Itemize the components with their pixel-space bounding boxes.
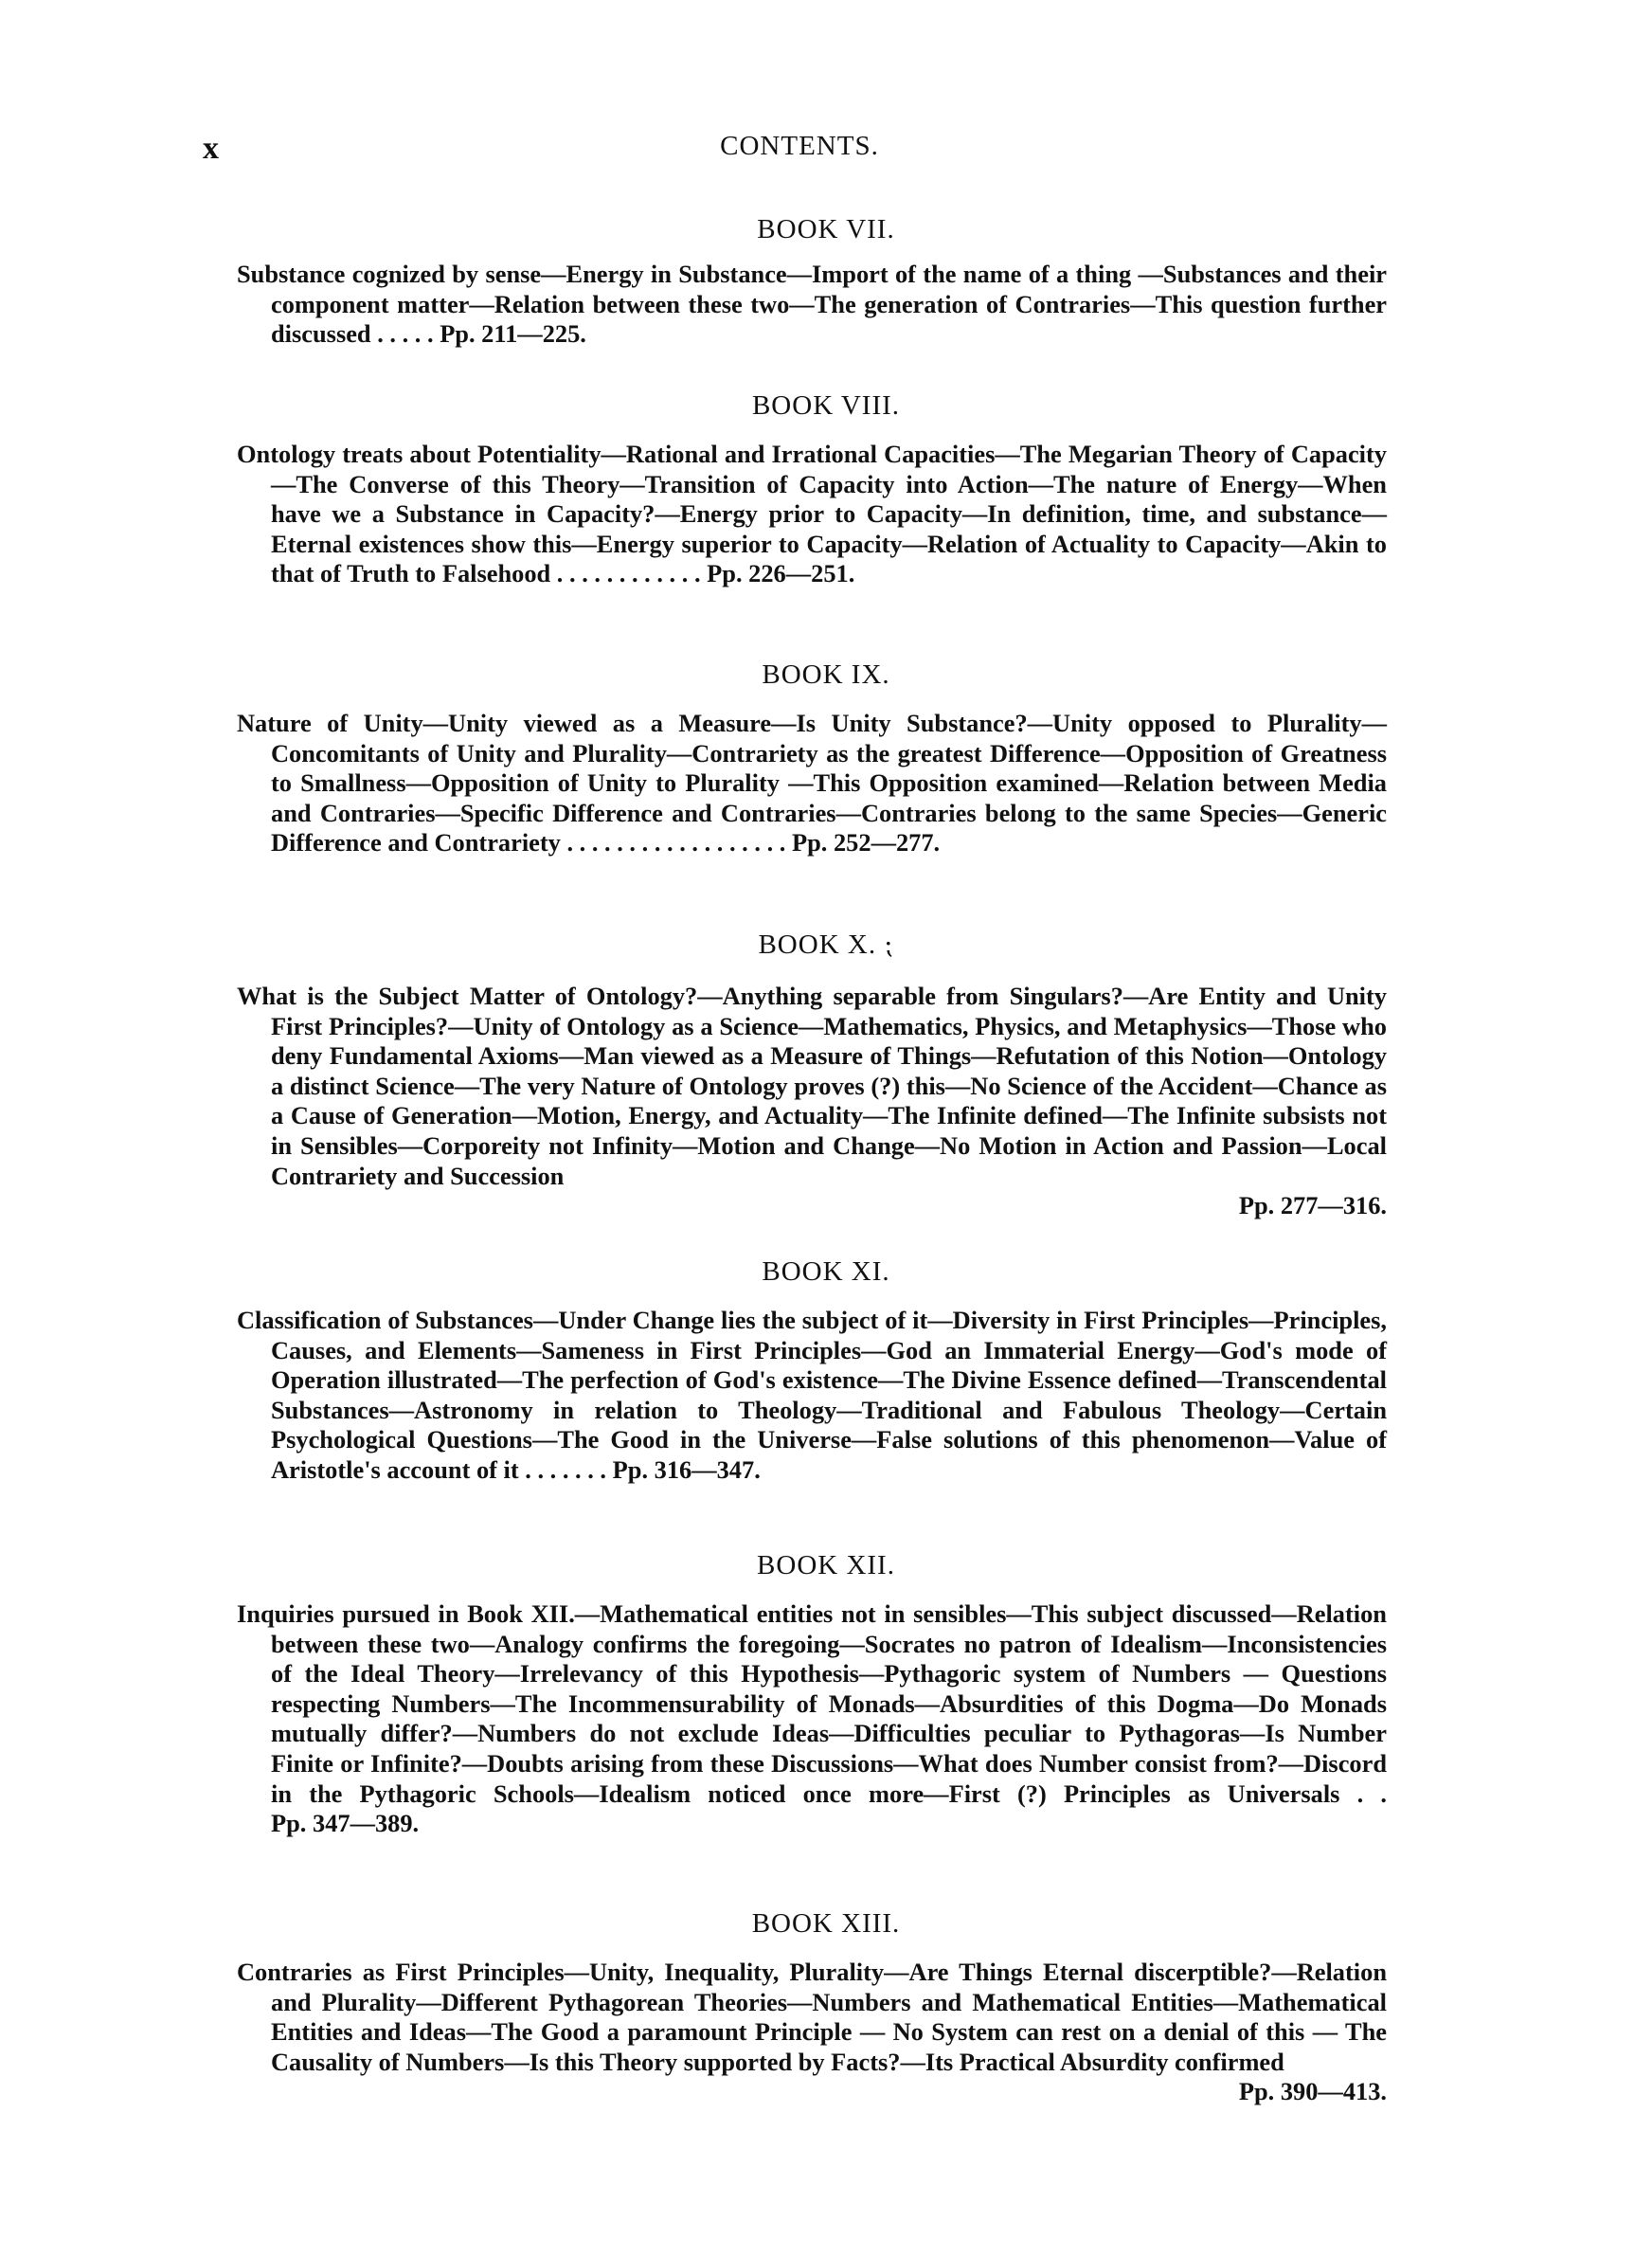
synopsis-text: Substance cognized by sense—Energy in Substance—Import of the name of a thing —Substances and their component matter—Relation between these two—The generation of Contraries—This question further discussed . . . . .	[237, 260, 1387, 349]
book-synopsis	[237, 1958, 1387, 2107]
running-title: CONTENTS.	[720, 131, 879, 161]
book-title-row	[0, 929, 1652, 961]
book-synopsis	[237, 260, 1387, 350]
synopsis-text: Ontology treats about Potentiality—Rational and Irrational Capacities—The Megarian Theory of Capacity—The Converse of this Theory—Transition of Capacity into Action—The nature of Energy—When have we a Substance in Capacity?—Energy prior to Capacity—In definition, time, and substance—Eternal existences show this—Energy superior to Capacity—Relation of Actuality to Capacity—Akin to that of Truth to Falsehood . . . . . . . . . . . .	[237, 440, 1387, 588]
page-range: Pp. 390—413.	[1238, 2077, 1387, 2106]
synopsis-text: Nature of Unity—Unity viewed as a Measure—Is Unity Substance?—Unity opposed to Plurality—Concomitants of Unity and Plurality—Contrariety as the greatest Difference—Opposition of Greatness to Smallness—Opposition of Unity to Plurality —This Opposition examined—Relation between Media and Contraries—Specific Difference and Contraries—Contraries belong to the same Species—Generic Difference and Contrariety . . . . . . . . . . . . . . . . . .	[237, 709, 1387, 858]
page-range: Pp. 211—225.	[440, 319, 586, 349]
page-range: Pp. 226—251.	[707, 559, 855, 588]
book-title: BOOK XIII.	[751, 1908, 901, 1939]
stray-mark: ⁏	[884, 930, 894, 960]
book-synopsis	[237, 1306, 1387, 1486]
synopsis-text: What is the Subject Matter of Ontology?—Anything separable from Singulars?—Are Entity and Unity First Principles?—Unity of Ontology as a Science—Mathematics, Physics, and Metaphysics—Those who deny Fundamental Axioms—Man viewed as a Measure of Things—Refutation of this Notion—Ontology a distinct Science—The very Nature of Ontology proves (?) this—No Science of the Accident—Chance as a Cause of Generation—Motion, Energy, and Actuality—The Infinite defined—The Infinite subsists not in Sensibles—Corporeity not Infinity—Motion and Change—No Motion in Action and Passion—Local Contrariety and Succession	[237, 982, 1387, 1190]
page-range: Pp. 316—347.	[612, 1454, 761, 1484]
page-header	[203, 131, 1396, 172]
synopsis-text: Contraries as First Principles—Unity, Inequality, Plurality—Are Things Eternal discerptible?—Relation and Plurality—Different Pythagorean Theories—Numbers and Mathematical Entities—Mathematical Entities and Ideas—The Good a paramount Principle — No System can rest on a denial of this — The Causality of Numbers—Is this Theory supported by Facts?—Its Practical Absurdity confirmed	[237, 1958, 1387, 2076]
book-synopsis	[237, 1599, 1387, 1839]
book-title: BOOK IX.	[762, 659, 890, 690]
book-title: BOOK X.	[758, 930, 877, 960]
page-range: Pp. 347—389.	[271, 1809, 420, 1838]
synopsis-text: Inquiries pursued in Book XII.—Mathematical entities not in sensibles—This subject discussed—Relation between these two—Analogy confirms the foregoing—Socrates no patron of Idealism—Inconsistencies of the Ideal Theory—Irrelevancy of this Hypothesis—Pythagoric system of Numbers — Questions respecting Numbers—The Incommensurability of Monads—Absurdities of this Dogma—Do Monads mutually differ?—Numbers do not exclude Ideas—Difficulties peculiar to Pythagoras—Is Number Finite or Infinite?—Doubts arising from these Discussions—What does Number consist from?—Discord in the Pythagoric Schools—Idealism noticed once more—First (?) Principles as Universals . .	[237, 1599, 1387, 1808]
book-synopsis	[237, 440, 1387, 589]
book-synopsis	[237, 709, 1387, 858]
page-number: x	[203, 131, 219, 166]
synopsis-text: Classification of Substances—Under Change lies the subject of it—Diversity in First Principles—Principles, Causes, and Elements—Sameness in First Principles—God an Immaterial Energy—God's mode of Operation illustrated—The perfection of God's existence—The Divine Essence defined—Transcendental Substances—Astronomy in relation to Theology—Traditional and Fabulous Theology—Certain Psychological Questions—The Good in the Universe—False solutions of this phenomenon—Value of Aristotle's account of it . . . . . . .	[237, 1306, 1387, 1484]
book-synopsis	[237, 982, 1387, 1221]
book-title: BOOK XII.	[757, 1550, 895, 1580]
book-title: BOOK VII.	[757, 214, 895, 244]
page-range: Pp. 252—277.	[791, 828, 941, 858]
book-title: BOOK VIII.	[751, 390, 901, 421]
book-title: BOOK XI.	[762, 1256, 890, 1287]
page-range: Pp. 277—316.	[1238, 1191, 1387, 1220]
